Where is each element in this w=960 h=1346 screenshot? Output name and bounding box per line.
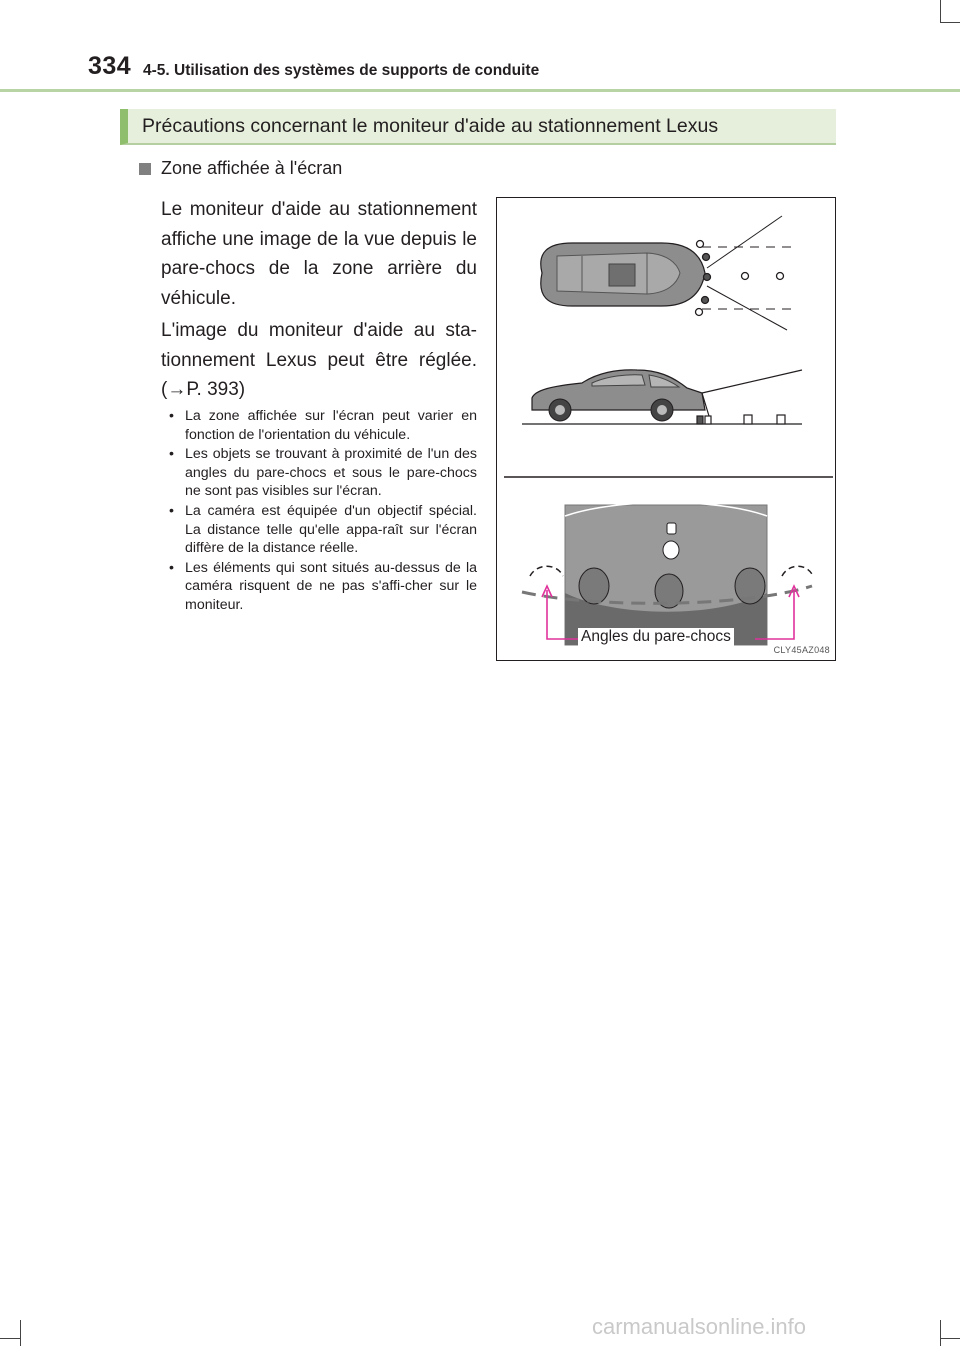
section-title: Précautions concernant le moniteur d'aide au stationnement Lexus: [142, 115, 719, 137]
parking-camera-illustration: [497, 198, 837, 662]
subheading: Zone affichée à l'écran: [161, 158, 343, 178]
header-rule: [0, 89, 960, 92]
section-banner: [120, 109, 836, 145]
list-item: • La caméra est équipée d'un objectif spécial. La distance telle qu'elle appa-raît sur l'écran diffère de la distance réelle.: [169, 502, 477, 557]
bullet-icon: •: [169, 502, 174, 519]
car-top-view-icon: [541, 243, 705, 306]
list-item: • La zone affichée sur l'écran peut varier en fonction de l'orientation du véhicule.: [169, 408, 477, 443]
bullet-icon: •: [169, 446, 174, 463]
monitor-screen-view: [565, 503, 767, 646]
crop-mark: [940, 1338, 960, 1339]
running-header: 4-5. Utilisation des systèmes de supports de conduite: [143, 62, 540, 79]
bullet-list: [165, 407, 477, 616]
bullet-icon: •: [169, 559, 174, 576]
car-side-view-icon: [522, 370, 802, 424]
watermark: carmanualsonline.info: [592, 1314, 807, 1339]
body-paragraph-2: L'image du moniteur d'aide au sta-tionnement Lexus peut être réglée. (→P. 393): [161, 320, 477, 400]
body-paragraph-1: Le moniteur d'aide au stationnement affiche une image de la vue depuis le pare-chocs de la zone arrière du véhicule.: [161, 199, 477, 309]
illustration-figure: [496, 197, 836, 661]
sensor-side-view: [697, 370, 802, 424]
list-item: • Les objets se trouvant à proximité de l'un des angles du pare-chocs et sous le pare-chocs ne sont pas visibles sur l'écran.: [169, 446, 477, 500]
crop-mark: [20, 1320, 21, 1346]
callout-label: Angles du pare-chocs: [578, 628, 734, 646]
crop-mark: [940, 22, 960, 23]
crop-mark: [940, 1320, 941, 1346]
crop-mark: [0, 1338, 20, 1339]
list-item: • Les éléments qui sont situés au-dessus de la caméra risquent de ne pas s'affi-cher sur le moniteur.: [169, 559, 477, 613]
bullet-icon: •: [169, 408, 174, 424]
subheading-marker-icon: [139, 163, 151, 175]
page-number: 334: [88, 52, 132, 80]
figure-code: CLY45AZ048: [773, 645, 830, 655]
crop-mark: [940, 0, 941, 22]
